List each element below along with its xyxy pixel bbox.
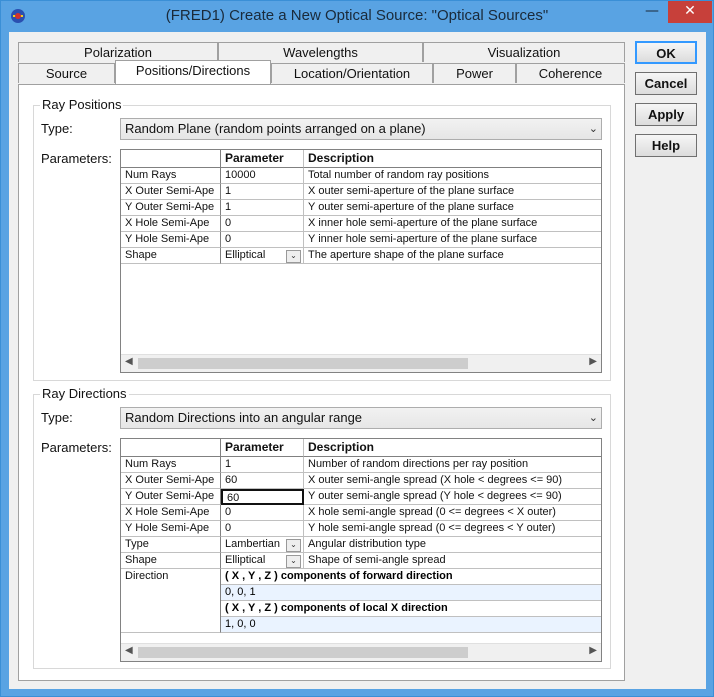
directions-parameter-grid[interactable] [120,438,602,662]
scroll-right-icon[interactable]: ▶ [589,645,597,656]
grid-header-parameter: Parameter [221,150,304,168]
tab-source[interactable]: Source [18,63,115,83]
shape-dropdown[interactable] [221,553,304,569]
param-value: Elliptical [225,249,266,261]
param-value[interactable]: 0 [221,521,304,537]
apply-button[interactable]: Apply [635,103,697,126]
ray-directions-title: Ray Directions [42,386,127,401]
local-x-direction-field[interactable]: 1, 0, 0 [221,617,602,633]
chevron-down-icon[interactable]: ⌄ [286,555,301,568]
param-description: Y outer semi-angle spread (Y hole < degrees <= 90) [304,489,602,505]
param-name: Y Hole Semi-Ape [121,521,221,537]
scrollbar-thumb[interactable] [138,358,468,369]
scroll-left-icon[interactable]: ◀ [125,356,133,367]
param-description: Y outer semi-aperture of the plane surface [304,200,602,216]
param-value[interactable]: 0 [221,505,304,521]
chevron-down-icon[interactable]: ⌄ [286,250,301,263]
tab-power[interactable]: Power [433,63,516,83]
chevron-down-icon: ⌄ [588,123,598,135]
param-description: X inner hole semi-aperture of the plane surface [304,216,602,232]
tab-location-orientation[interactable]: Location/Orientation [271,63,433,83]
param-value[interactable]: 1 [221,184,304,200]
positions-type-select[interactable] [120,118,602,140]
directions-parameters-label: Parameters: [41,440,112,455]
param-name: X Outer Semi-Ape [121,473,221,489]
cancel-button[interactable]: Cancel [635,72,697,95]
param-value[interactable]: 60 [221,473,304,489]
scroll-right-icon[interactable]: ▶ [589,356,597,367]
param-description: Y inner hole semi-aperture of the plane surface [304,232,602,248]
chevron-down-icon: ⌄ [588,412,598,424]
param-description: Number of random directions per ray position [304,457,602,473]
param-name: Y Outer Semi-Ape [121,489,221,505]
param-value[interactable]: 1 [221,457,304,473]
param-name: Y Outer Semi-Ape [121,200,221,216]
title-bar[interactable] [1,1,713,31]
directions-type-value: Random Directions into an angular range [125,410,363,425]
directions-type-label: Type: [41,410,73,425]
param-description: Angular distribution type [304,537,602,553]
grid-header-description: Description [304,439,602,457]
param-value[interactable]: 10000 [221,168,304,184]
shape-dropdown[interactable] [221,248,304,264]
param-description: Shape of semi-angle spread [304,553,602,569]
param-value[interactable]: 0 [221,232,304,248]
grid-header-parameter: Parameter [221,439,304,457]
forward-direction-field[interactable]: 0, 0, 1 [221,585,602,601]
type-dropdown[interactable] [221,537,304,553]
window-title: (FRED1) Create a New Optical Source: "Optical Sources" [165,7,549,24]
tab-coherence[interactable]: Coherence [516,63,625,83]
tab-wavelengths[interactable]: Wavelengths [218,42,423,62]
ray-positions-title: Ray Positions [42,97,122,112]
close-button[interactable]: ✕ [668,1,712,23]
param-name: Shape [121,553,221,569]
param-name: Num Rays [121,168,221,184]
dialog-client-area [9,32,706,689]
param-value: Lambertian [225,538,281,550]
tab-visualization[interactable]: Visualization [423,42,625,62]
param-description: X hole semi-angle spread (0 <= degrees < X outer) [304,505,602,521]
positions-parameters-label: Parameters: [41,151,112,166]
param-name: Type [121,537,221,553]
param-description: X outer semi-aperture of the plane surface [304,184,602,200]
tab-polarization[interactable]: Polarization [18,42,218,62]
param-description: Y hole semi-angle spread (0 <= degrees < Y outer) [304,521,602,537]
param-description: Total number of random ray positions [304,168,602,184]
grid-header-description: Description [304,150,602,168]
horizontal-scrollbar[interactable] [121,354,601,372]
param-name: X Hole Semi-Ape [121,505,221,521]
param-name: Num Rays [121,457,221,473]
param-name-direction: Direction [121,569,221,633]
local-x-direction-header: ( X , Y , Z ) components of local X direction [221,601,602,617]
param-name: X Hole Semi-Ape [121,216,221,232]
param-description: The aperture shape of the plane surface [304,248,602,264]
param-name: X Outer Semi-Ape [121,184,221,200]
param-value-selected[interactable]: 60 [221,489,304,505]
param-value[interactable]: 0 [221,216,304,232]
horizontal-scrollbar[interactable] [121,643,601,661]
param-name: Shape [121,248,221,264]
forward-direction-header: ( X , Y , Z ) components of forward direction [221,569,602,585]
param-value: Elliptical [225,554,266,566]
param-description: X outer semi-angle spread (X hole < degrees <= 90) [304,473,602,489]
help-button[interactable]: Help [635,134,697,157]
param-name: Y Hole Semi-Ape [121,232,221,248]
ray-directions-group [33,386,611,669]
grid-header-name [121,150,221,168]
grid-header-name [121,439,221,457]
ok-button[interactable]: OK [635,41,697,64]
param-value[interactable]: 1 [221,200,304,216]
tab-positions-directions[interactable]: Positions/Directions [115,60,271,84]
positions-parameter-grid[interactable] [120,149,602,373]
scroll-left-icon[interactable]: ◀ [125,645,133,656]
ray-positions-group [33,97,611,381]
positions-type-label: Type: [41,121,73,136]
positions-type-value: Random Plane (random points arranged on a plane) [125,121,426,136]
chevron-down-icon[interactable]: ⌄ [286,539,301,552]
minimize-button[interactable]: — [645,3,659,19]
directions-type-select[interactable] [120,407,602,429]
scrollbar-thumb[interactable] [138,647,468,658]
tab-panel [18,84,625,681]
